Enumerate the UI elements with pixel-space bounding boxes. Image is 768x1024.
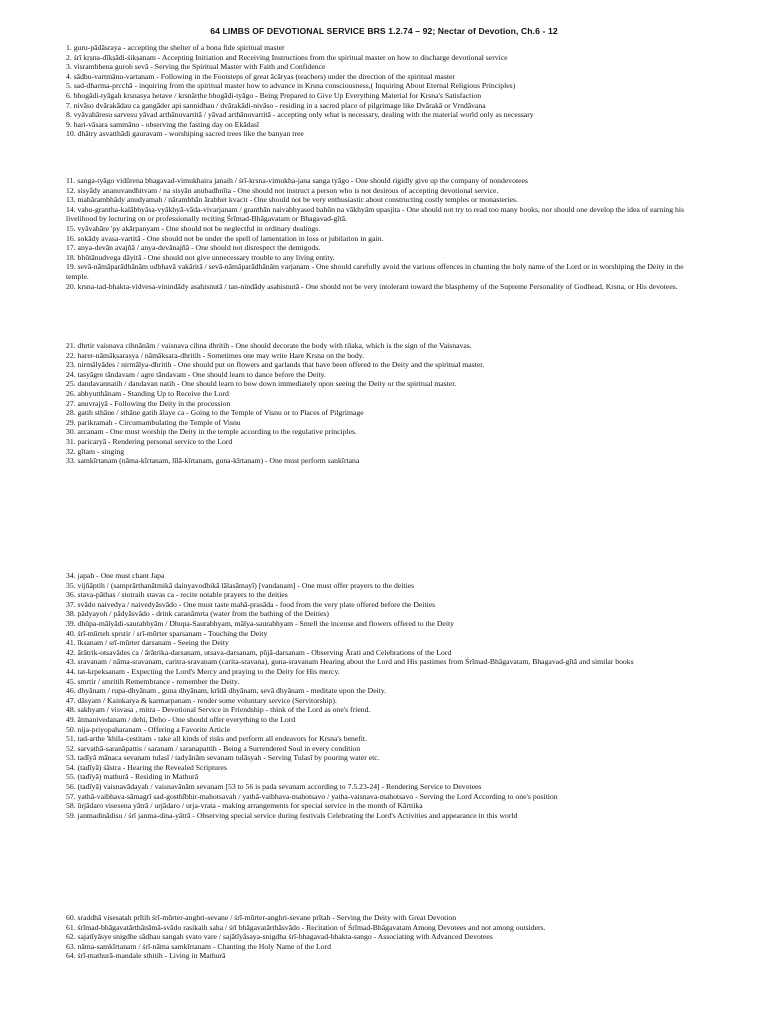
limb-item: 52. sarvathā-saranāpattis / saranam / saranapattih - Being a Surrendered Soul in every condition: [66, 743, 361, 753]
limb-item: 43. sravanam / nāma-sravanam, caritra-sravanam (carita-sravana), guna-sravanam Hearing about the Lord and His pastimes from Śrīmad-Bhāgavatam, Bhagavad-gītā and similar books: [66, 657, 634, 667]
limb-item: 37. svādo naivedya / naivedyāsvādo - One must taste mahā-prasāda - food from the very plate offered before the Deities: [66, 599, 436, 609]
limb-item: 30. arcanam - One must worship the Deity in the temple according to the regulative principles.: [66, 427, 357, 437]
limb-item: 2. śrī kṛṣna-dīkṣādi-śikṣanam - Accepting Initiation and Receiving Instructions from the spiritual master on how to discharge devotional service: [66, 52, 508, 62]
limbs-21-33: [66, 341, 706, 466]
limb-item: 22. harer-nāmāksarasya / nāmāksara-dhritih - Sometimes one may write Hare Krsna on the body.: [66, 350, 364, 360]
limb-item: 45. smrtir / smritih Remembrance - remember the Deity.: [66, 676, 240, 686]
limb-item: 13. mahārambhādy anudyamah / nārambhān ārabhet kvacit - One should not be very enthusiastic about constructing costly temples or monasteries.: [66, 195, 518, 205]
limbs-34-59: [66, 571, 706, 820]
limb-item: 59. janmadinādisu / śrī janma-dina-yātrā - Observing special service during festivals Celebrating the Lord's Activities and appearance in this world: [66, 810, 518, 820]
limb-item: 16. sokādy avasa-vartitā - One should not be under the spell of lamentation in loss or jubilation in gain.: [66, 233, 384, 243]
limb-item: 24. tasyāgre tāndavam / agre tāndavam - One should learn to dance before the Deity.: [66, 369, 326, 379]
limb-item: 21. dhrtir vaisnava cihnānām / vaisnava cihna dhritih - One should decorate the body with tilaka, which is the sign of the Vaisnavas.: [66, 341, 472, 350]
limb-item: 41. īksanam / srī-mūrter darsanam - Seeing the Deity: [66, 638, 229, 648]
limb-item: 33. samkīrtanam (nāma-kīrtanam, līlā-kīrtanam, guna-kīrtanam) - One must perform sankīrtana: [66, 456, 360, 466]
limb-item: 23. nirmālyādes / nirmālya-dhritih - One should put on flowers and garlands that have been offered to the Deity and the spiritual master.: [66, 360, 485, 370]
limb-item: 25. dandavannatih / dandavan natih - One should learn to bow down immediately upon seeing the Deity or the spiritual master.: [66, 379, 457, 389]
page-title: 64 LIMBS OF DEVOTIONAL SERVICE BRS 1.2.74 – 92; Nectar of Devotion, Ch.6 - 12: [210, 26, 558, 36]
limb-item: 20. krsna-tad-bhakta-vidvesa-vinindādy asahisnutā / tan-nindādy asahisnutā - One should not be very intolerant toward the blasphemy of the Supreme Personality of Godhead, Krsna, or His devotees.: [66, 281, 678, 291]
limb-item: 62. sajatīyāsye snigdhe sādhau sangah svato vare / sajātīyāsaya-snigdha śrī-bhagavad-bhakta-sango - Associating with Advanced Devotees: [66, 932, 493, 942]
limb-item: 4. sādhu-vartmānu-vartanam - Following in the Footsteps of great ācāryas (teachers) under the direction of the spiritual master: [66, 71, 455, 81]
limb-item: 5. sad-dharma-prcchā - inquiring from the spiritual master how to advance in Krsna consciousness,( Inquiring About Eternal Religious Principles): [66, 81, 516, 91]
limb-item: 6. bhogādi-tyāgah krsnasya hetave / krsnārthe bhogādi-tyāgo - Being Prepared to Give Up Everything Material for Krsna's Satisfaction: [66, 90, 482, 100]
limb-item: 11. sanga-tyāgo vidūrena bhagavad-vimukhaira janaih / śrī-krsna-vimukha-jana sanga tyāgo - One should rigidly give up the company of nondevotees: [66, 176, 528, 185]
limb-item: 49. ātmanivedanam / dehi, Deho - One should offer everything to the Lord: [66, 714, 296, 724]
limb-item: 58. ūrjādaro visesena yātrā / urjādaro / urja-vrata - making arrangements for special service in the month of Kārttika: [66, 801, 423, 811]
limb-item: 54. (tadīyā) śāstra - Hearing the Revealed Scriptures: [66, 762, 227, 772]
limb-item: 26. abhyutthānam - Standing Up to Receive the Lord: [66, 388, 229, 398]
limb-item: 10. dhātry asvatthādi gauravam - worshiping sacred trees like the banyan tree: [66, 129, 304, 139]
limb-item: 12. sisyādy ananuvandhitvam / na sisyān anubadhnīta - One should not instruct a person who is not desirous of accepting devotional service.: [66, 185, 499, 195]
limb-item: 56. (tadīyā) vaisnavādayah / vaisnavānām sevanam [53 to 56 is pada sevanam according to 7.5.23-24] - Rendering Service to Devotees: [66, 782, 482, 792]
limbs-11-20: [66, 176, 706, 291]
limb-item: 44. tat-krpeksanam - Expecting the Lord's Mercy and praying to the Deity for His mercy.: [66, 666, 340, 676]
limb-item: 55. (tadīyā) mathurā - Residing in Mathurā: [66, 772, 199, 782]
limb-item: 3. visrambhena guroh sevā - Serving the Spiritual Master with Faith and Confidence: [66, 62, 326, 72]
limb-item: 35. vijñāptih / (samprārthanātmikā dainyavodhikā lālasāmayī) [vandanam] - One must offer prayers to the deities: [66, 580, 415, 590]
limb-item: 51. tad-arthe 'khila-cestitam - take all kinds of risks and perform all endeavors for Krsna's benefit.: [66, 734, 367, 744]
limb-item: 63. nāma-samkīrtanam / śrī-nāma samkīrtanam - Chanting the Holy Name of the Lord: [66, 941, 331, 951]
limb-item: 46. dhyānam / rupa-dhyānam , guna dhyānam, krīdā dhyānam, sevā dhyānam - meditate upon the Deity.: [66, 686, 387, 696]
limb-item: 61. śrīmad-bhāgavatārthānāmā-svādo rasikaih saha / śrī bhāgavatārthāsvādo - Recitation of Śrīmad-Bhāgavatam Among Devotees and not among outsiders.: [66, 922, 546, 932]
limb-item: 19. sevā-nāmāparādhānām udbhavā vakāritā / sevā-nāmāparādhānām varjanam - One should carefully avoid the various offences in chanting the holy name of the Lord or in worshiping the Deity in the temple.: [66, 262, 684, 281]
limb-item: 18. bhūtānudvega dāyitā - One should not give unnecessary trouble to any living entity.: [66, 252, 335, 262]
limb-item: 64. śrī-mathurā-mandale sthitih - Living in Mathurā: [66, 951, 226, 961]
limb-item: 42. ārātrik-otsavādes ca / ārātrika-darsanam, utsava-darsanam, pūjā-darsanam - Observing Ārati and Celebrations of the Lord: [66, 647, 452, 657]
limb-item: 40. śrī-mūrteh sprstir / srī-mūrter sparsanam - Touching the Deity: [66, 628, 268, 638]
limb-item: 39. dhūpa-mālyādi-saurabhyām / Dhupa-Saurabhyam, mālya-saurabhyam - Smell the incense and flowers offered to the Deity: [66, 618, 454, 628]
limb-item: 32. gītam - singing: [66, 446, 125, 456]
limb-item: 36. stava-pāthas / stotraih stavas ca - recite notable prayers to the deities: [66, 590, 288, 600]
limb-item: 47. dāsyam / Kainkarya & karmarpanam - render some voluntary service (Servitorship).: [66, 695, 337, 705]
limb-item: 27. anuvrajyā - Following the Deity in the procession: [66, 398, 231, 408]
limb-item: 50. nija-priyopaharanam - Offering a Favorite Article: [66, 724, 231, 734]
limb-item: 1. guru-pādāsraya - accepting the shelter of a bona fide spiritual master: [66, 43, 285, 52]
limb-item: 14. vahu-grantha-kalābhyāsa-vyākhyā-vāda-vivarjanam / granthān naivabhyased bahūn na vākhyām upasjita - One should not try to read too many books, nor should one develop the idea of earning his livelihood by lecturing on or professionally reciting Śrīmad-Bhāgavatam or Bhagavad-gītā.: [66, 204, 685, 224]
limb-item: 28. gatih sthāne / sthāne gatih ālaye ca - Going to the Temple of Visnu or to Places of Pilgrimage: [66, 408, 364, 418]
limb-item: 48. sakhyam / visvasa , mitra - Devotional Service in Friendship - think of the Lord as one's friend.: [66, 705, 371, 715]
limb-item: 7. nivāso dvārakādau ca gangāder api sannidhau / dvārakādi-nivāso - residing in a sacred place of pilgrimage like Dvārakā or Vrndāvana: [66, 100, 486, 110]
limb-item: 53. tadīyā mānaca sevanam tulasī / tadyānām sevanam tulāsyah - Serving Tulasī by pouring water etc.: [66, 753, 380, 763]
limb-item: 17. anya-devān avajñā / anya-devānajñā - One should not disrespect the demigods.: [66, 243, 321, 253]
limbs-60-64: [66, 913, 706, 961]
limb-item: 9. hari-vāsara sammāno - observing the fasting day on Ekādasī: [66, 119, 259, 129]
limb-item: 8. vyāvahāresu sarvesu yāvad arthānuvartitā / yāvad arthānuvartitā - accepting only what is necessary, dealing with the material world only as necessary: [66, 110, 534, 120]
limb-item: 34. japah - One must chant Japa: [66, 571, 165, 580]
limb-item: 15. vyāvahāre 'py akārpanyam - One should not be neglectful in ordinary dealings.: [66, 223, 321, 233]
limb-item: 38. pādyayoh / pādyāsvādo - drink caranāmrta (water from the bathing of the Deities): [66, 609, 329, 619]
limbs-1-10: [66, 43, 706, 139]
limb-item: 57. yathā-vaibhava-sāmagrī sad-gosthībhir-mahotsavah / yathā-vaibhava-mahotsavo / yatha-vaisnava-mahotsavo - Serving the Lord According to one's position: [66, 791, 558, 801]
limb-item: 60. sraddhā visesatah prītih śrī-mūrter-anghri-sevane / śrī-mūrter-anghri-sevane prītah - Serving the Deity with Great Devotion: [66, 913, 457, 922]
limb-item: 29. parikramah - Circumambulating the Temple of Visnu: [66, 417, 241, 427]
limb-item: 31. paricaryā - Rendering personal service to the Lord: [66, 436, 233, 446]
